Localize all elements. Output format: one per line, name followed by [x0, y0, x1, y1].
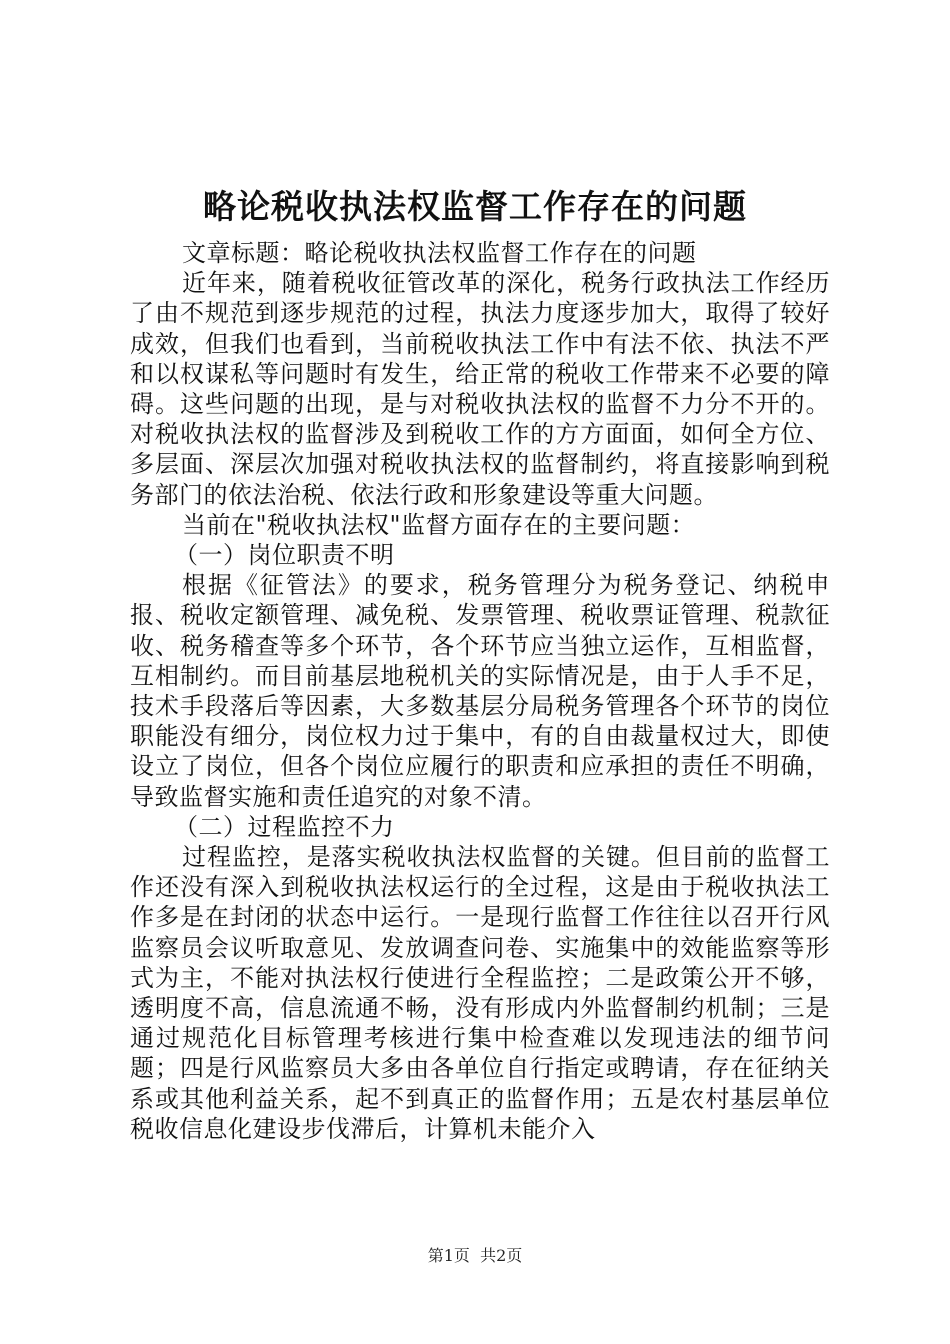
- paragraph-section-1: 根据《征管法》的要求，税务管理分为税务登记、纳税申报、税收定额管理、减免税、发票管理、税收票证管理、税款征收、税务稽查等多个环节，各个环节应当独立运作，互相监督，互相制约。而目前基层地税机关的实际情况是，由于人手不足，技术手段落后等因素，大多数基层分局税务管理各个环节的岗位职能没有细分，岗位权力过于集中，有的自由裁量权过大，即使设立了岗位，但各个岗位应履行的职责和应承担的责任不明确，导致监督实施和责任追究的对象不清。: [130, 571, 830, 811]
- paragraph-article-title: 文章标题：略论税收执法权监督工作存在的问题: [182, 239, 697, 267]
- paragraph-main-issues: 当前在"税收执法权"监督方面存在的主要问题：: [182, 510, 696, 539]
- paragraph-intro: 近年来，随着税收征管改革的深化，税务行政执法工作经历了由不规范到逐步规范的过程，执法力度逐步加大，取得了较好成效，但我们也看到，当前税收执法工作中有法不依、执法不严和以权谋私等问题时有发生，给正常的税收工作带来不必要的障碍。这些问题的出现，是与对税收执法权的监督不力分不开的。对税收执法权的监督涉及到税收工作的方方面面，如何全方位、多层面、深层次加强对税收执法权的监督制约，将直接影响到税务部门的依法治税、依法行政和形象建设等重大问题。: [130, 269, 830, 509]
- section-heading-1: （一）岗位职责不明: [174, 541, 395, 570]
- page-number: 第1页 共2页: [427, 1246, 523, 1265]
- page-footer: [0, 1244, 950, 1268]
- paragraph-section-2: 过程监控，是落实税收执法权监督的关键。但目前的监督工作还没有深入到税收执法权运行的全过程，这是由于税收执法工作多是在封闭的状态中运行。一是现行监督工作往往以召开行风监察员会议听取意见、发放调查问卷、实施集中的效能监察等形式为主，不能对执法权行使进行全程监控；二是政策公开不够，透明度不高，信息流通不畅，没有形成内外监督制约机制；三是通过规范化目标管理考核进行集中检查难以发现违法的细节问题；四是行风监察员大多由各单位自行指定或聘请，存在征纳关系或其他利益关系，起不到真正的监督作用；五是农村基层单位税收信息化建设步伐滞后，计算机未能介入: [130, 843, 830, 1143]
- document-title: 略论税收执法权监督工作存在的问题: [203, 187, 747, 226]
- section-heading-2: （二）过程监控不力: [174, 812, 395, 841]
- document-body: [130, 238, 830, 1144]
